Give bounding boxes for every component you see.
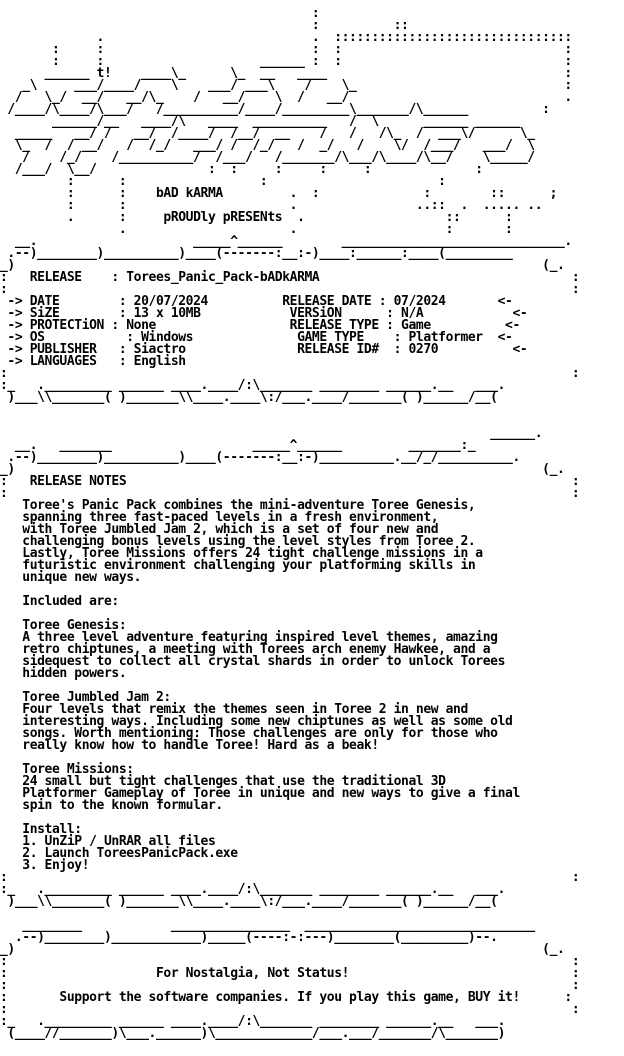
- nfo-line: Platformer Gameplay of Toree in unique and new ways to give a final: [0, 786, 520, 801]
- nfo-line: : RELEASE NOTES :: [0, 474, 580, 489]
- nfo-line: : : . ..:: . ..... ..: [0, 198, 543, 213]
- nfo-line: /____/\____/\___/ /__________/____/_________\_______/\______ :: [0, 102, 550, 117]
- nfo-line: . . : :: [0, 222, 513, 237]
- nfo-line: Toree's Panic Pack combines the mini-adventure Toree Genesis,: [0, 498, 476, 513]
- nfo-line: : :: [0, 978, 580, 993]
- nfo-line: really know how to handle Toree! Hard as a beak!: [0, 738, 379, 753]
- nfo-line: _____ __/ / __/ /____/ /__/ __ / / /\_ / ___\/ \_: [0, 126, 535, 141]
- nfo-line: -> PROTECTiON : None RELEASE TYPE : Game <-: [0, 318, 520, 333]
- nfo-line: . . ::::::::::::::::::::::::::::::::: [0, 30, 572, 45]
- nfo-line: .--)________)____________)_____(----:-:---)________(_________)--.: [0, 930, 498, 945]
- nfo-line: : : : : :: [0, 42, 572, 57]
- nfo-line: -> SiZE : 13 x 10MB VERSiON : N/A <-: [0, 306, 528, 321]
- nfo-line: : :: [0, 870, 580, 885]
- nfo-line: : :: [0, 366, 580, 381]
- nfo-line: : :: [0, 486, 580, 501]
- nfo-line: : :: [0, 282, 580, 297]
- nfo-line: -> OS : Windows GAME TYPE : Platformer <-: [0, 330, 513, 345]
- nfo-line: -> PUBLISHER : Siactro RELEASE ID# : 0270 <-: [0, 342, 528, 357]
- nfo-line: 3. Enjoy!: [0, 858, 90, 873]
- nfo-line: hidden powers.: [0, 666, 127, 681]
- nfo-line: sidequest to collect all crystal shards in order to unlock Torees: [0, 654, 506, 669]
- nfo-line: songs. Worth mentioning: Those challenges are only for those who: [0, 726, 498, 741]
- nfo-text: [0, 8, 624, 1040]
- nfo-line: :: [0, 6, 320, 21]
- nfo-line: _) (_.: [0, 258, 565, 273]
- nfo-line: : For Nostalgia, Not Status! :: [0, 966, 580, 981]
- nfo-line: Toree Jumbled Jam 2:: [0, 690, 171, 705]
- nfo-line: : ::: [0, 18, 409, 33]
- nfo-line: Four levels that remix the themes seen in Toree 2 in new and: [0, 702, 468, 717]
- nfo-line: 1. UnZiP / UnRAR all files: [0, 834, 216, 849]
- nfo-line: : : bAD kARMA . : : :: ;: [0, 186, 557, 201]
- nfo-line: Included are:: [0, 594, 119, 609]
- nfo-line: ________ ________________ _______________________________: [0, 918, 535, 933]
- nfo-line: _) (_.: [0, 462, 565, 477]
- nfo-line: unique new ways.: [0, 570, 142, 585]
- nfo-line: -> LANGUAGES : English: [0, 354, 186, 369]
- nfo-line: -> DATE : 20/07/2024 RELEASE DATE : 07/2024 <-: [0, 294, 513, 309]
- nfo-line: : Support the software companies. If you play this game, BUY it! :: [0, 990, 572, 1005]
- nfo-line: : :: [0, 1002, 580, 1017]
- nfo-line: with Toree Jumbled Jam 2, which is a set of four new and: [0, 522, 439, 537]
- nfo-line: /___/ \__/ : : : : : :: [0, 162, 483, 177]
- nfo-line: :_ ._________ ______ ____.____/:\_______ ________ ______.__ ___.: [0, 882, 506, 897]
- nfo-line: / /_/ /__________/ /___/ /_______/\___/\____/\__/ \_____/: [0, 150, 535, 165]
- nfo-line: \_ / / __/ / /_/ ___/ / /_/ / _/ / \/ /___/ ___/ \: [0, 138, 535, 153]
- nfo-line: spanning three fast-paced levels in a fresh environment,: [0, 510, 439, 525]
- nfo-line: _\ ___/____/ \ ___/ ___\ / \_ :: [0, 78, 572, 93]
- nfo-line: 2. Launch ToreesPanicPack.exe: [0, 846, 238, 861]
- nfo-line: [0, 812, 624, 824]
- nfo-line: A three level adventure featuring inspired level themes, amazing: [0, 630, 498, 645]
- nfo-line: . : pROUDly pRESENts . :: :: [0, 210, 513, 225]
- nfo-line: : : : :: [0, 174, 446, 189]
- nfo-line: Lastly, Toree Missions offers 24 tight challenge missions in a: [0, 546, 483, 561]
- nfo-line: :_ ._________ ______ ____.____/:\_______ ________ ______.__ ___.: [0, 1014, 506, 1029]
- nfo-line: Toree Genesis:: [0, 618, 127, 633]
- nfo-line: ______ t! ____\_ \_ __ ____ :: [0, 66, 572, 81]
- nfo-line: __. _______ _____^______ _______:_: [0, 438, 476, 453]
- nfo-line: Install:: [0, 822, 82, 837]
- nfo-line: futuristic environment challenging your platforming skills in: [0, 558, 476, 573]
- nfo-line: / \_/ __/ __/\_ / __/ \ / __/ .: [0, 90, 572, 105]
- nfo-line: 24 small but tight challenges that use the traditional 3D: [0, 774, 446, 789]
- nfo-line: : : ______ : : :: [0, 54, 572, 69]
- nfo-line: interesting ways. Including some new chiptunes as well as some old: [0, 714, 513, 729]
- nfo-line: __. _____^______ ______________________________.: [0, 234, 572, 249]
- nfo-line: challenging bonus levels using the level styles from Toree 2.: [0, 534, 476, 549]
- nfo-line: )___\\_______( )_______\\____.____\:/___.____/_______( )______/__(: [0, 390, 498, 405]
- nfo-line: )___\\_______( )_______\\____.____\:/___.____/_______( )______/__(: [0, 894, 498, 909]
- nfo-line: : RELEASE : Torees_Panic_Pack-bADkARMA :: [0, 270, 580, 285]
- nfo-line: spin to the known formular.: [0, 798, 223, 813]
- nfo-line: retro chiptunes, a meeting with Torees arch enemy Hawkee, and a: [0, 642, 491, 657]
- nfo-line: ______/__ ____/\ ____ __________ / \ ______ ______: [0, 114, 520, 129]
- nfo-line: Toree Missions:: [0, 762, 134, 777]
- nfo-line: :_ ._________ ______ ____.____/:\_______ ________ ______.__ ___.: [0, 378, 506, 393]
- nfo-line: : :: [0, 954, 580, 969]
- nfo-line: .--)________)__________)____(-------:__:-)____:______:____(_________: [0, 246, 513, 261]
- nfo-line: (____//_______)\___.______)\_____________/___.___/_______/\_______): [0, 1026, 506, 1041]
- nfo-line: _) (_.: [0, 942, 565, 957]
- nfo-line: ______.: [0, 426, 543, 441]
- nfo-line: [0, 404, 624, 416]
- nfo-line: .--)________)__________)____(-------:__:-)__________.__/_/__________.: [0, 450, 520, 465]
